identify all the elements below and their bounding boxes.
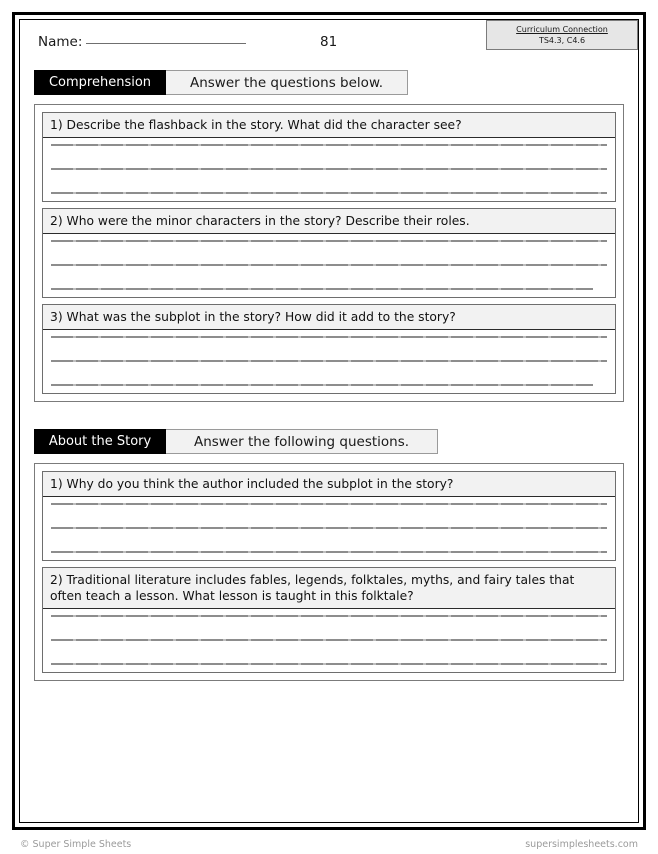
section-tag-comprehension: Comprehension: [34, 70, 166, 95]
answer-line[interactable]: [51, 264, 607, 266]
answer-line[interactable]: [51, 240, 607, 242]
footer-copyright: © Super Simple Sheets: [20, 838, 132, 850]
question-block: [42, 471, 616, 561]
curriculum-connection-title: Curriculum Connection: [516, 25, 608, 34]
name-field[interactable]: [38, 34, 246, 50]
answer-line[interactable]: [51, 615, 607, 617]
answer-line[interactable]: [51, 144, 607, 146]
answer-area[interactable]: [43, 609, 615, 672]
page-number: 81: [320, 34, 338, 50]
page-header: [20, 20, 638, 70]
question-block: [42, 304, 616, 394]
answer-line[interactable]: [51, 503, 607, 505]
question-block: [42, 208, 616, 298]
answer-area[interactable]: [43, 234, 615, 297]
page-footer: [20, 836, 638, 852]
footer-website: supersimplesheets.com: [525, 838, 638, 850]
question-prompt: 3) What was the subplot in the story? How did it add to the story?: [43, 305, 615, 330]
answer-line[interactable]: [51, 288, 593, 290]
section-instruction-about-the-story: Answer the following questions.: [166, 429, 438, 454]
answer-line[interactable]: [51, 168, 607, 170]
answer-line[interactable]: [51, 384, 593, 386]
answer-area[interactable]: [43, 497, 615, 560]
answer-line[interactable]: [51, 551, 607, 553]
curriculum-connection-codes: TS4.3, C4.6: [538, 36, 586, 45]
section-instruction-comprehension: Answer the questions below.: [166, 70, 408, 95]
question-group-about-the-story: [34, 463, 624, 681]
question-prompt: 2) Who were the minor characters in the story? Describe their roles.: [43, 209, 615, 234]
name-label: Name:: [38, 34, 83, 50]
question-prompt: 1) Describe the flashback in the story. What did the character see?: [43, 113, 615, 138]
question-prompt: 2) Traditional literature includes fables, legends, folktales, myths, and fairy tales that often teach a lesson. What lesson is taught in this folktale?: [43, 568, 615, 609]
section-header-about-the-story: [34, 429, 638, 454]
answer-line[interactable]: [51, 527, 607, 529]
answer-line[interactable]: [51, 360, 607, 362]
answer-line[interactable]: [51, 336, 607, 338]
page-border-inner: [19, 19, 639, 823]
section-tag-about-the-story: About the Story: [34, 429, 166, 454]
name-write-line[interactable]: [86, 43, 246, 44]
section-header-comprehension: [34, 70, 638, 95]
answer-area[interactable]: [43, 138, 615, 201]
answer-line[interactable]: [51, 192, 607, 194]
question-group-comprehension: [34, 104, 624, 402]
question-prompt: 1) Why do you think the author included the subplot in the story?: [43, 472, 615, 497]
page-border-outer: [12, 12, 646, 830]
curriculum-connection-box: [486, 20, 638, 50]
question-block: [42, 112, 616, 202]
answer-line[interactable]: [51, 663, 607, 665]
question-block: [42, 567, 616, 673]
answer-area[interactable]: [43, 330, 615, 393]
answer-line[interactable]: [51, 639, 607, 641]
